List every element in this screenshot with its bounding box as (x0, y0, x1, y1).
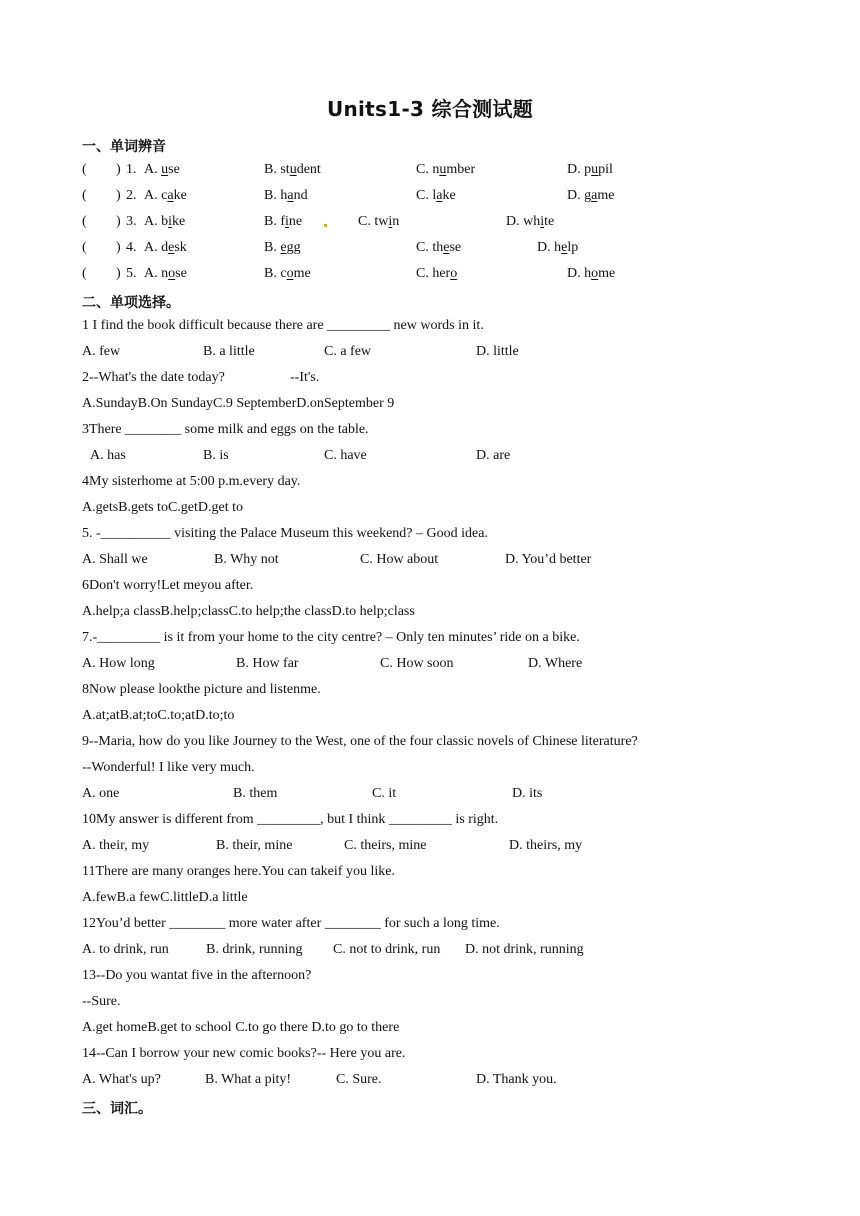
question-line: 3There ________ some milk and eggs on the table. (82, 422, 369, 437)
word-part: th (432, 240, 444, 255)
word-part: mber (446, 162, 476, 177)
option-letter: B. (264, 240, 281, 255)
option-a (144, 239, 187, 257)
word-part: b (161, 214, 169, 229)
choice-option-a: A. few (82, 344, 121, 359)
option-d (567, 265, 615, 283)
choice-option-c: C. have (324, 448, 367, 463)
option-c (416, 161, 475, 179)
choice-option-c: C. How about (360, 552, 439, 567)
answer-line: --It's. (290, 370, 320, 385)
section-heading-vocabulary: 三、词汇。 (82, 1101, 152, 1117)
option-letter: D. (537, 240, 555, 255)
word-part: l (432, 188, 437, 203)
answer-paren-open: ( (82, 240, 87, 255)
question-number: 1. (126, 162, 137, 177)
option-letter: C. (416, 162, 433, 177)
question-line: 8Now please lookthe picture and listenme. (82, 682, 321, 697)
word-part: dent (296, 162, 321, 177)
option-d (537, 239, 578, 257)
word-part: d (161, 240, 169, 255)
underlined-letter: o (450, 266, 458, 281)
option-letter: C. (358, 214, 375, 229)
question-line: 14--Can I borrow your new comic books?-- Here you are. (82, 1046, 406, 1061)
choice-option-a: A. one (82, 786, 120, 801)
answer-paren-close: ) (116, 188, 121, 203)
option-b (264, 187, 308, 205)
option-letter: B. (264, 266, 281, 281)
word-part: se (449, 240, 462, 255)
underlined-letter: u (289, 162, 297, 177)
section-heading-pronunciation: 一、单词辨音 (82, 139, 166, 155)
option-a (144, 161, 180, 179)
underlined-letter: o (168, 266, 176, 281)
question-line: 6Don't worry!Let meyou after. (82, 578, 254, 593)
word-part: pil (598, 162, 613, 177)
underlined-letter: i (168, 214, 173, 229)
choice-option-a: A. has (90, 448, 126, 463)
option-b (264, 265, 311, 283)
question-line: 13--Do you wantat five in the afternoon? (82, 968, 312, 983)
word-part: gg (286, 240, 301, 255)
choice-option-b: B. drink, running (206, 942, 303, 957)
choice-option-a: A. What's up? (82, 1072, 161, 1087)
option-letter: D. (567, 266, 585, 281)
word-part: nd (293, 188, 308, 203)
choice-option-d: D. little (476, 344, 519, 359)
option-letter: C. (416, 240, 433, 255)
word-part: se (168, 162, 180, 177)
choice-option-b: B. a little (203, 344, 255, 359)
choice-option-d: D. Thank you. (476, 1072, 557, 1087)
word-part: p (584, 162, 592, 177)
option-letter: A. (144, 188, 162, 203)
question-line: 1 I find the book difficult because there are _________ new words in it. (82, 318, 484, 333)
underlined-letter: a (167, 188, 174, 203)
answer-paren-open: ( (82, 214, 87, 229)
option-d (506, 213, 554, 231)
choice-option-c: C. theirs, mine (344, 838, 427, 853)
underlined-letter: e (561, 240, 568, 255)
word-part: me (597, 188, 615, 203)
word-part: lp (567, 240, 579, 255)
word-part: ne (288, 214, 303, 229)
choice-option-d: D. are (476, 448, 511, 463)
word-part: se (175, 266, 187, 281)
option-letter: A. (144, 162, 162, 177)
choice-option-c: C. Sure. (336, 1072, 382, 1087)
choice-option-c: C. it (372, 786, 397, 801)
choice-option-c: C. How soon (380, 656, 454, 671)
choice-option-b: B. How far (236, 656, 299, 671)
choice-option-a: A. to drink, run (82, 942, 169, 957)
word-part: h (280, 188, 288, 203)
choice-option-b: B. Why not (214, 552, 279, 567)
option-c (358, 213, 399, 231)
option-d (567, 187, 614, 205)
question-number: 3. (126, 214, 137, 229)
word-part: me (293, 266, 311, 281)
choice-option-d: D. not drink, running (465, 942, 584, 957)
question-line: A.fewB.a fewC.littleD.a little (82, 890, 248, 905)
underlined-letter: a (436, 188, 443, 203)
underlined-letter: i (388, 214, 393, 229)
underlined-letter: a (287, 188, 294, 203)
word-part: me (598, 266, 616, 281)
option-letter: A. (144, 266, 162, 281)
underlined-letter: u (161, 162, 169, 177)
question-line: 9--Maria, how do you like Journey to the West, one of the four classic novels of Chinese literature? (82, 734, 638, 749)
option-b (264, 213, 302, 231)
underlined-letter: e (443, 240, 450, 255)
word-part: sk (174, 240, 187, 255)
answer-paren-close: ) (116, 240, 121, 255)
choice-option-d: D. its (512, 786, 543, 801)
word-part: tw (374, 214, 389, 229)
question-line: 5. -__________ visiting the Palace Museum this weekend? – Good idea. (82, 526, 488, 541)
choice-option-d: D. theirs, my (509, 838, 583, 853)
choice-option-c: C. not to drink, run (333, 942, 441, 957)
word-part: ke (172, 214, 186, 229)
word-part: h (554, 240, 562, 255)
section-heading-multiple-choice: 二、单项选择。 (82, 295, 180, 311)
question-number: 2. (126, 188, 137, 203)
option-letter: C. (416, 188, 433, 203)
option-c (416, 265, 457, 283)
question-line: 4My sisterhome at 5:00 p.m.every day. (82, 474, 301, 489)
underlined-letter: o (286, 266, 294, 281)
question-line: A.getsB.gets toC.getD.get to (82, 500, 243, 515)
underlined-letter: u (439, 162, 447, 177)
option-c (416, 187, 456, 205)
choice-option-a: A. their, my (82, 838, 150, 853)
question-line: 11There are many oranges here.You can takeif you like. (82, 864, 395, 879)
question-line: --Sure. (82, 994, 121, 1009)
question-line: A.at;atB.at;toC.to;atD.to;to (82, 708, 235, 723)
word-part: c (161, 188, 168, 203)
answer-paren-close: ) (116, 214, 121, 229)
answer-paren-open: ( (82, 188, 87, 203)
underlined-letter: o (591, 266, 599, 281)
word-part: ke (442, 188, 456, 203)
word-part: ke (173, 188, 187, 203)
option-d (567, 161, 613, 179)
choice-option-d: D. You’d better (505, 552, 592, 567)
choice-option-b: B. their, mine (216, 838, 293, 853)
option-a (144, 187, 187, 205)
word-part: st (280, 162, 290, 177)
stray-dot-mark (324, 224, 327, 227)
question-line: 2--What's the date today? (82, 370, 225, 385)
word-part: g (584, 188, 592, 203)
option-b (264, 161, 321, 179)
word-part: h (584, 266, 592, 281)
answer-paren-close: ) (116, 266, 121, 281)
word-part: n (432, 162, 440, 177)
question-line: A.help;a classB.help;classC.to help;the classD.to help;class (82, 604, 415, 619)
choice-option-c: C. a few (324, 344, 372, 359)
choice-option-b: B. is (203, 448, 229, 463)
underlined-letter: i (540, 214, 545, 229)
word-part: te (544, 214, 555, 229)
question-number: 4. (126, 240, 137, 255)
answer-paren-close: ) (116, 162, 121, 177)
word-part: n (161, 266, 169, 281)
word-part: f (280, 214, 286, 229)
choice-option-d: D. Where (528, 656, 583, 671)
question-number: 5. (126, 266, 137, 281)
choice-option-b: B. What a pity! (205, 1072, 292, 1087)
underlined-letter: u (591, 162, 599, 177)
underlined-letter: e (168, 240, 175, 255)
word-part: wh (523, 214, 541, 229)
option-letter: A. (144, 214, 162, 229)
choice-option-a: A. How long (82, 656, 155, 671)
option-letter: B. (264, 188, 281, 203)
choice-option-a: A. Shall we (82, 552, 148, 567)
option-letter: B. (264, 214, 281, 229)
question-line: 7.-_________ is it from your home to the city centre? – Only ten minutes’ ride on a bike. (82, 630, 580, 645)
option-letter: B. (264, 162, 281, 177)
question-line: A.get homeB.get to school C.to go there D.to go to there (82, 1020, 400, 1035)
choice-option-b: B. them (233, 786, 278, 801)
underlined-letter: i (285, 214, 289, 229)
option-a (144, 213, 185, 231)
answer-paren-open: ( (82, 162, 87, 177)
option-letter: D. (567, 188, 585, 203)
question-line: --Wonderful! I like very much. (82, 760, 255, 775)
option-letter: C. (416, 266, 433, 281)
answer-paren-open: ( (82, 266, 87, 281)
word-part: n (392, 214, 400, 229)
question-line: A.SundayB.On SundayC.9 SeptemberD.onSeptember 9 (82, 396, 395, 411)
question-line: 10My answer is different from _________, but I think _________ is right. (82, 812, 499, 827)
option-a (144, 265, 187, 283)
option-letter: D. (567, 162, 585, 177)
option-c (416, 239, 461, 257)
word-part: c (280, 266, 287, 281)
question-line: 12You’d better ________ more water after ________ for such a long time. (82, 916, 500, 931)
page-title: Units1-3 综合测试题 (326, 97, 534, 121)
word-part: her (432, 266, 451, 281)
option-b (264, 239, 301, 257)
option-letter: A. (144, 240, 162, 255)
option-letter: D. (506, 214, 524, 229)
underlined-letter: e (280, 240, 287, 255)
underlined-letter: a (591, 188, 598, 203)
